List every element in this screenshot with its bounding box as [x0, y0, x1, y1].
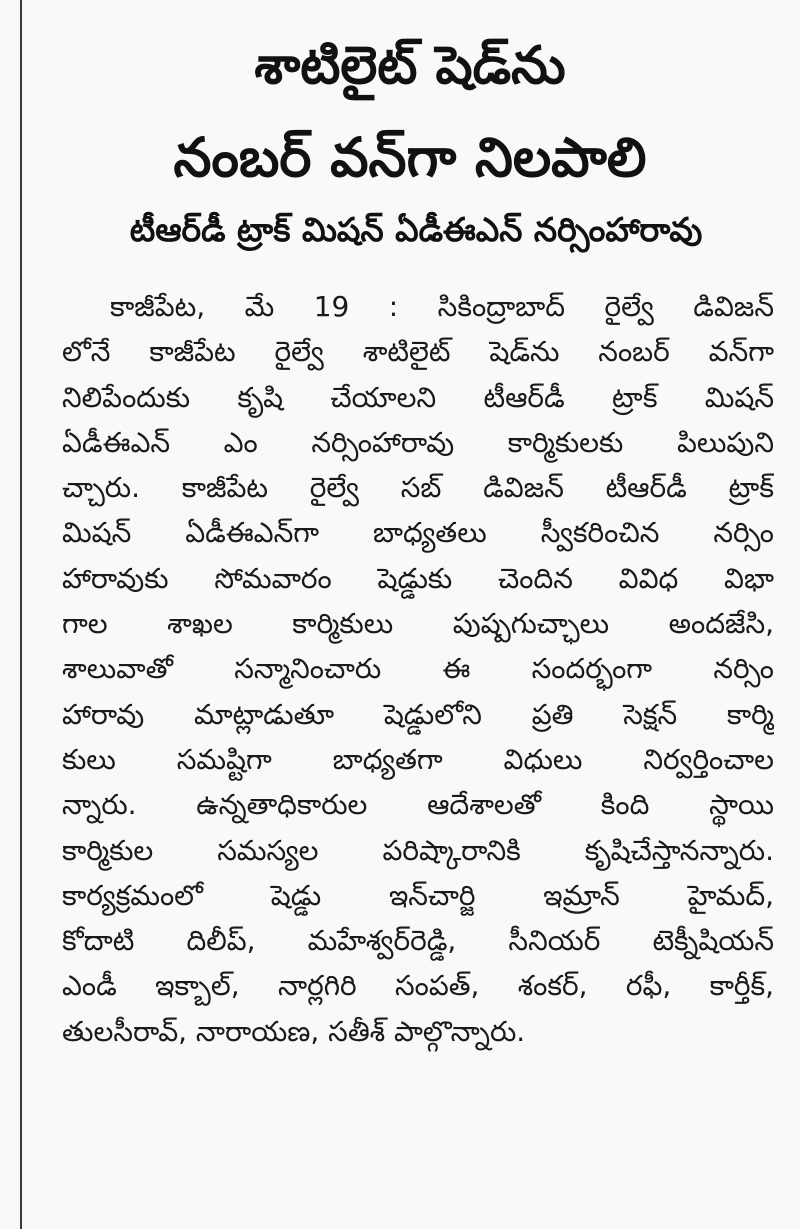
body-line: నిలిపేందుకు కృషి చేయాలని టీఆర్‌డీ ట్రాక్ మిషన్ [62, 380, 774, 414]
body-line: చ్చారు. కాజీపేట రైల్వే సబ్ డివిజన్ టీఆర్‌డీ ట్రాక్ [62, 471, 774, 505]
headline-line-1: శాటిలైట్ షెడ్‌ను [254, 36, 566, 96]
body-line: ఎండీ ఇక్బాల్, నార్లగిరి సంపత్, శంకర్, రఫీ, కార్తీక్, [62, 969, 774, 1003]
article-body [62, 284, 774, 1054]
body-line: ఏడీఈఎన్ ఎం నర్సింహారావు కార్మికులకు పిలుపుని [62, 425, 774, 459]
body-line: శాలువాతో సన్మానించారు ఈ సందర్భంగా నర్సిం [62, 652, 774, 686]
headline-line-2: నంబర్ వన్‌గా నిలపాలి [173, 126, 647, 189]
column-divider [20, 0, 22, 1229]
body-line: హారావుకు సోమవారం షెడ్డుకు చెందిన వివిధ విభా [62, 561, 774, 595]
body-line: లోనే కాజీపేట రైల్వే శాటిలైట్ షెడ్‌ను నంబర్ వన్‌గా [62, 335, 774, 369]
body-line: కార్మికుల సమస్యల పరిష్కారానికి కృషిచేస్తానన్నారు. [62, 833, 774, 867]
body-line: హారావు మాట్లాడుతూ షెడ్డులోని ప్రతి సెక్షన్ కార్మి [62, 697, 774, 731]
body-line: కార్యక్రమంలో షెడ్డు ఇన్‌చార్జి ఇమ్రాన్ హైమద్, [62, 878, 774, 912]
body-line: మిషన్ ఏడీఈఎన్‌గా బాధ్యతలు స్వీకరించిన నర్సిం [62, 516, 774, 550]
body-line: కులు సమష్టిగా బాధ్యతగా విధులు నిర్వర్తించాల [62, 742, 774, 776]
body-line: కోదాటి దిలీప్, మహేశ్వర్‌రెడ్డి, సీనియర్ టెక్నీషియన్ [62, 924, 774, 958]
body-line: కాజీపేట, మే 19 : సికింద్రాబాద్ రైల్వే డివిజన్ [110, 290, 774, 323]
body-line: న్నారు. ఉన్నతాధికారుల ఆదేశాలతో కింది స్థాయి [62, 788, 774, 822]
subheadline: టీఆర్‌డీ ట్రాక్ మిషన్ ఏడీఈఎన్ నర్సింహారావు [129, 210, 703, 249]
body-line: గాల శాఖల కార్మికులు పుష్పగుచ్ఛాలు అందజేసి, [62, 607, 774, 641]
body-line: తులసీరావ్, నారాయణ, సతీశ్ పాల్గొన్నారు. [62, 1014, 526, 1048]
